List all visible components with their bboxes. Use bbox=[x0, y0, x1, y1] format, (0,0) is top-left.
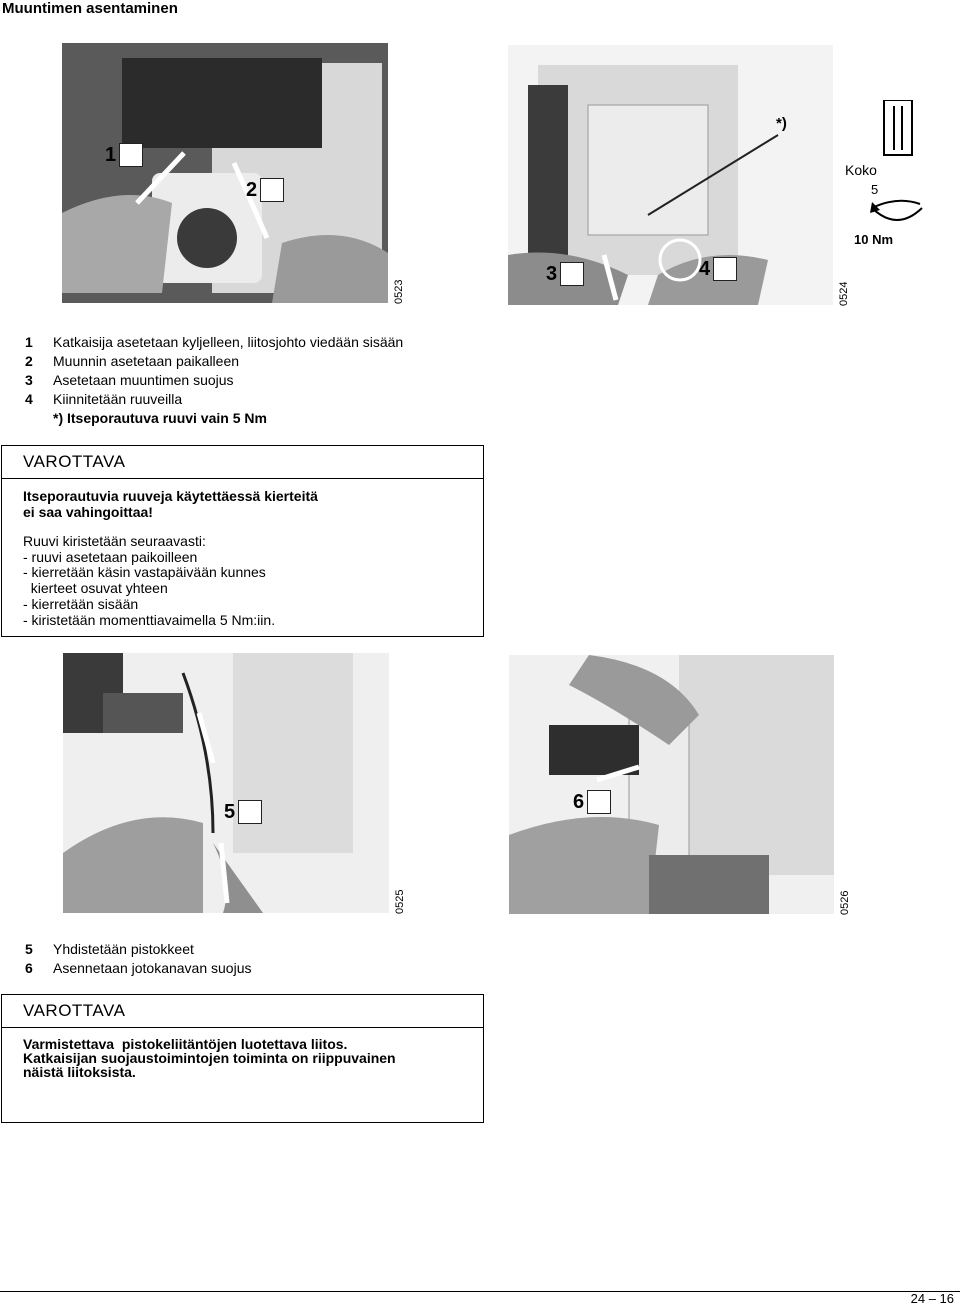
legend-item: 2 Muunnin asetetaan paikalleen bbox=[25, 353, 240, 369]
size-label: Koko bbox=[845, 162, 877, 178]
marker-4: 4 bbox=[699, 257, 737, 281]
marker-2: 2 bbox=[246, 178, 284, 202]
photo-cable-channel-cover bbox=[509, 655, 834, 914]
warning-title: VAROTTAVA bbox=[2, 995, 483, 1028]
photo-code: 0524 bbox=[838, 281, 850, 306]
photo-transformer-cover bbox=[508, 45, 833, 305]
marker-5: 5 bbox=[224, 800, 262, 824]
page-number: 24 – 16 bbox=[910, 1291, 954, 1306]
legend-item: 4 Kiinnitetään ruuveilla bbox=[25, 391, 183, 407]
legend-item: 3 Asetetaan muuntimen suojus bbox=[25, 372, 234, 388]
warning-instructions: Ruuvi kiristetään seuraavasti: - ruuvi asetetaan paikoilleen - kierretään käsin vastapäivään kunnes kierteet osuvat yhteen - kierretään sisään - kiristetään momenttiavaimella 5 Nm:iin. bbox=[23, 533, 276, 628]
photo-code: 0526 bbox=[839, 890, 851, 915]
warning-strong-text: Itseporautuvia ruuveja käytettäessä kierteitä ei saa vahingoittaa! bbox=[23, 488, 318, 520]
marker-1: 1 bbox=[105, 143, 143, 167]
page-title: Muuntimen asentaminen bbox=[2, 0, 178, 17]
photo-code: 0525 bbox=[394, 889, 406, 914]
photo-code: 0523 bbox=[393, 279, 405, 304]
legend-item: *) Itseporautuva ruuvi vain 5 Nm bbox=[53, 410, 267, 426]
warning-strong-text: Varmistettava pistokeliitäntöjen luotettava liitos. Katkaisijan suojaustoimintojen toiminta on riippuvainen näistä liitoksista. bbox=[23, 1036, 396, 1080]
marker-self-drilling-screw: *) bbox=[776, 115, 787, 132]
legend-item: 6 Asennetaan jotokanavan suojus bbox=[25, 960, 252, 976]
marker-6: 6 bbox=[573, 790, 611, 814]
footer-divider bbox=[0, 1291, 960, 1292]
photo-illustration bbox=[509, 655, 834, 914]
photo-connect-plugs bbox=[63, 653, 389, 913]
warning-title: VAROTTAVA bbox=[2, 446, 483, 479]
legend-steps-1-4 bbox=[25, 333, 403, 428]
size-value: 5 bbox=[871, 182, 879, 197]
marker-3: 3 bbox=[546, 262, 584, 286]
photo-illustration bbox=[63, 653, 389, 913]
photo-breaker-on-side bbox=[62, 43, 388, 303]
legend-item: 5 Yhdistetään pistokkeet bbox=[25, 941, 194, 957]
torque-indicator bbox=[842, 100, 952, 250]
legend-steps-5-6 bbox=[25, 940, 251, 978]
photo-illustration bbox=[62, 43, 388, 303]
torque-value: 10 Nm bbox=[854, 232, 894, 247]
warning-box bbox=[1, 994, 484, 1123]
warning-box bbox=[1, 445, 484, 637]
legend-item: 1 Katkaisija asetetaan kyljelleen, liitosjohto viedään sisään bbox=[25, 334, 404, 350]
